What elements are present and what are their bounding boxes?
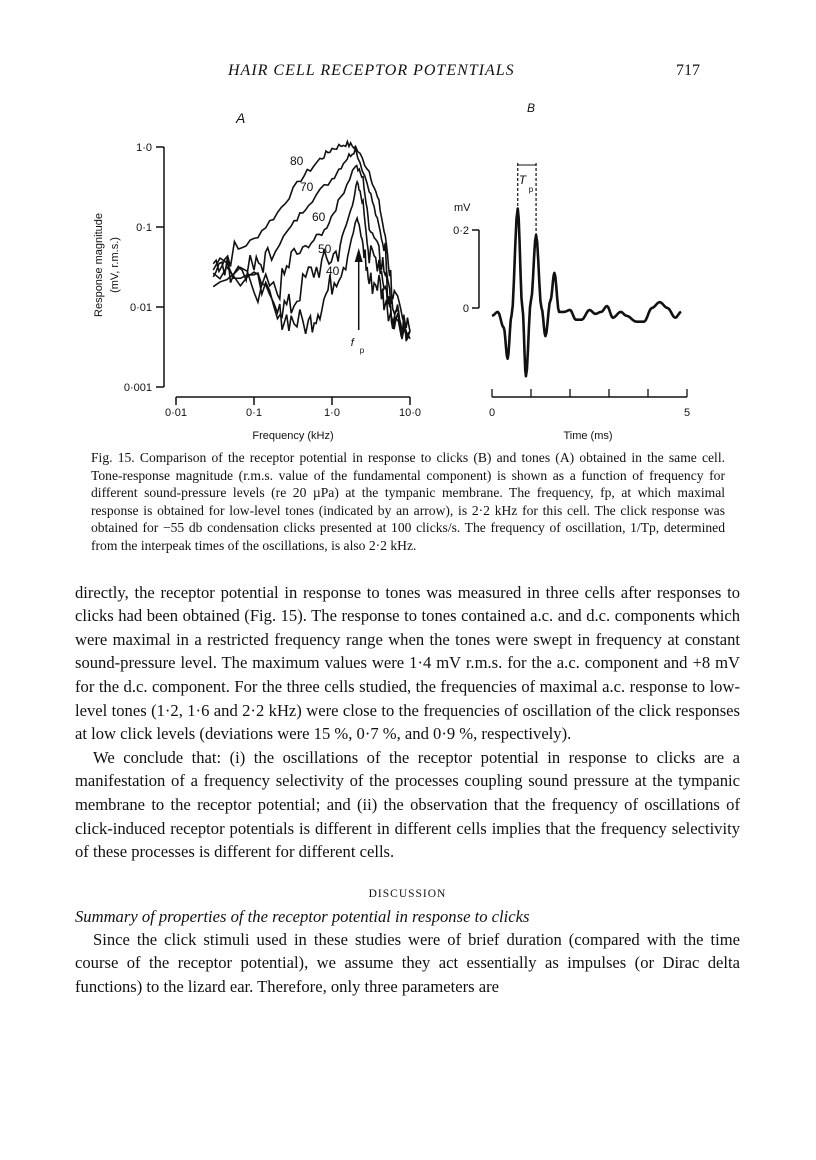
section-heading: DISCUSSION [368, 887, 447, 900]
caption-text: Fig. 15. Comparison of the receptor potential in response to clicks (B) and tones (A) obtained in the same cell. Tone-response magnitude (r.m.s. value of the fundamental component) is shown as a function of frequency for different sound-pressure levels (re 20 µPa) at the tympanic membrane. The frequency, fp, at which maximal response is obtained for low-level tones (indicated by an arrow), is 2·2 kHz for this cell. The click response was obtained for −55 db condensation clicks presented at 100 clicks/s. The frequency of oscillation, 1/Tp, determined from the interpeak times of the oscillations, is also 2·2 kHz. [91, 450, 725, 553]
paragraph: We conclude that: (i) the oscillations of the receptor potential in response to clicks are a manifestation of a frequency selectivity of the processes coupling sound pressure at the tympanic membrane to the receptor potential; and (ii) the observation that the frequency of oscillations of click-induced receptor potentials is different in different cells implies that the frequency selectivity of these processes is different for different cells. [75, 747, 740, 862]
figure-caption [91, 449, 725, 555]
y-axis-label: Response magnitude [93, 213, 105, 317]
panel-a-label: A [236, 110, 246, 126]
running-title: HAIR CELL RECEPTOR POTENTIALS [228, 62, 515, 79]
y-tick-label: 0·01 [129, 302, 152, 314]
scale-tick-label: 0·2 [453, 225, 469, 237]
panel-a-chart [93, 142, 421, 442]
paragraph: directly, the receptor potential in response to tones was measured in three cells after responses to clicks had been obtained (Fig. 15). The response to tones contained a.c. and d.c. components which were maximal in a restricted frequency range when the tones were swept in frequency at constant sound-pressure level. The maximum values were 1·4 mV r.m.s. for the a.c. component and +8 mV for the d.c. component. For the three cells studied, the frequencies of maximal a.c. response to low-level tones (1·2, 1·6 and 2·2 kHz) were close to the frequencies of oscillation of the click responses at low click levels (deviations were 15 %, 0·7 %, and 0·9 %, respectively). [75, 582, 740, 744]
y-axis-label-units: (mV, r.m.s.) [109, 237, 121, 293]
curve-label: 70 [300, 180, 314, 194]
scale-tick-label: 0 [462, 303, 469, 315]
fp-arrowhead [355, 248, 363, 262]
tp-label: T [518, 173, 527, 187]
fp-label-sub: p [359, 346, 365, 355]
page-number: 717 [676, 62, 700, 79]
fp-label: f [350, 337, 354, 349]
paragraph: Since the click stimuli used in these studies were of brief duration (compared with the time course of the receptor potential), we assume they act essentially as impulses (or Dirac delta functions) to the lizard ear. Therefore, only three parameters are [75, 929, 740, 996]
panel-b-label: B [527, 101, 536, 115]
x-tick-label: 0·01 [164, 407, 188, 419]
figure-15 [0, 0, 816, 448]
panel-b-chart [453, 163, 690, 442]
curve-label: 40 [326, 264, 340, 278]
click-response-trace [492, 209, 681, 377]
x-tick-label: 0·1 [246, 407, 262, 419]
time-axis-label: Time (ms) [563, 430, 613, 442]
time-tick-label: 5 [683, 407, 691, 419]
body-text [75, 581, 740, 864]
y-tick-label: 1·0 [136, 142, 152, 154]
x-axis-label: Frequency (kHz) [252, 430, 334, 442]
subsection-heading: Summary of properties of the receptor potential in response to clicks [75, 906, 530, 926]
body-text-2 [75, 928, 740, 999]
tp-label-sub: p [528, 185, 534, 194]
text-flow [75, 449, 740, 998]
x-tick-label: 10·0 [398, 407, 422, 419]
curve-80db [213, 142, 410, 342]
curve-label: 80 [290, 154, 304, 168]
time-tick-label: 0 [488, 407, 496, 419]
x-tick-label: 1·0 [324, 407, 340, 419]
scale-unit-label: mV [454, 202, 471, 214]
curve-label: 50 [318, 242, 332, 256]
y-tick-label: 0·1 [136, 222, 152, 234]
curve-label: 60 [312, 210, 326, 224]
y-tick-label: 0·001 [123, 382, 152, 394]
